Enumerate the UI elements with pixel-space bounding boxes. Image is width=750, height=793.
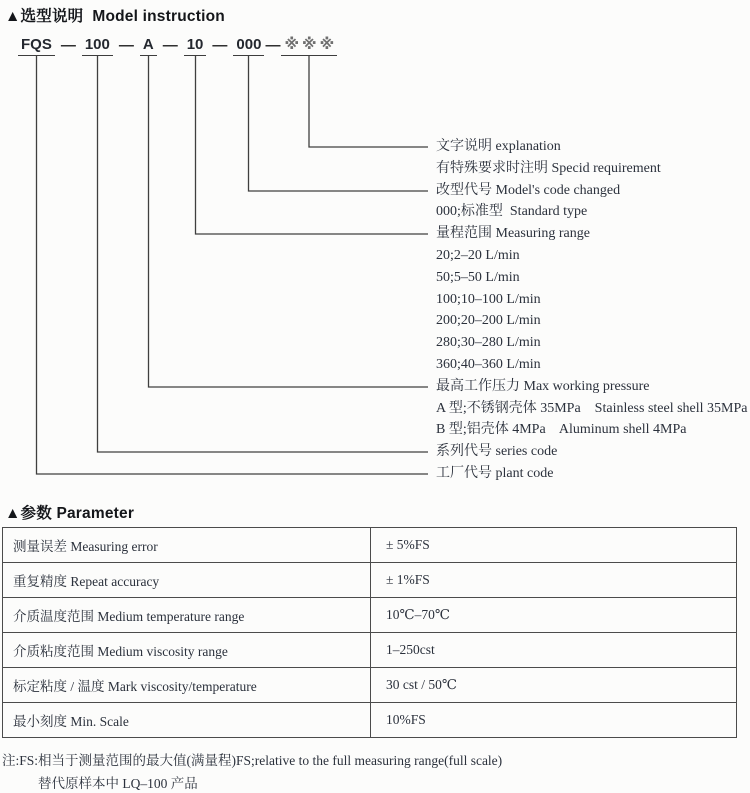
footnote-line: 注:FS:相当于测量范围的最大值(满量程)FS;relative to the full measuring range(full scale) bbox=[2, 753, 503, 768]
parameter-table-body bbox=[3, 528, 737, 738]
diagram-label: 工厂代号 plant code bbox=[436, 465, 554, 481]
parameter-row bbox=[3, 703, 737, 738]
connector-line bbox=[149, 55, 429, 387]
parameter-name-cell: 介质粘度范围 Medium viscosity range bbox=[3, 633, 371, 668]
connector-line bbox=[37, 55, 429, 474]
parameter-row bbox=[3, 598, 737, 633]
model-code-row bbox=[18, 35, 337, 56]
connector-line bbox=[249, 55, 429, 191]
model-code-segment: 000 bbox=[233, 36, 264, 56]
model-code-segment: A bbox=[140, 36, 157, 56]
footnotes bbox=[2, 749, 502, 793]
model-code-segment: FQS bbox=[18, 36, 55, 56]
parameter-name-cell: 标定粘度 / 温度 Mark viscosity/temperature bbox=[3, 668, 371, 703]
footnote-line: 替代原样本中 LQ–100 产品 bbox=[38, 776, 198, 791]
diagram-label: 系列代号 series code bbox=[436, 444, 558, 460]
model-code-segment: 100 bbox=[82, 36, 113, 56]
connector-line bbox=[98, 55, 429, 452]
parameter-value-cell: 10℃–70℃ bbox=[371, 598, 737, 633]
parameter-value-cell: ± 1%FS bbox=[371, 563, 737, 598]
diagram-labels bbox=[436, 136, 748, 485]
diagram-label: 量程范围 Measuring range bbox=[436, 226, 590, 242]
section-title-model-instruction: ▲选型说明 Model instruction bbox=[5, 8, 225, 25]
parameter-row bbox=[3, 528, 737, 563]
parameter-value-cell: 1–250cst bbox=[371, 633, 737, 668]
code-separator-dash: — bbox=[265, 37, 281, 54]
diagram-label: 280;30–280 L/min bbox=[436, 335, 541, 351]
parameter-row bbox=[3, 668, 737, 703]
diagram-label: 360;40–360 L/min bbox=[436, 356, 541, 372]
section-title-parameter: ▲参数 Parameter bbox=[5, 505, 135, 522]
parameter-name-cell: 测量误差 Measuring error bbox=[3, 528, 371, 563]
connector-line bbox=[196, 55, 429, 234]
diagram-label: 000;标准型 Standard type bbox=[436, 204, 588, 220]
parameter-table bbox=[2, 527, 737, 738]
parameter-name-cell: 介质温度范围 Medium temperature range bbox=[3, 598, 371, 633]
code-separator-dash: — bbox=[60, 37, 76, 54]
diagram-label: 文字说明 explanation bbox=[436, 139, 561, 154]
diagram-label: B 型;铝壳体 4MPa Aluminum shell 4MPa bbox=[436, 422, 687, 438]
parameter-value-cell: ± 5%FS bbox=[371, 528, 737, 563]
model-code-suffix: ※※※ bbox=[281, 35, 337, 56]
diagram-label: 20;2–20 L/min bbox=[436, 247, 520, 263]
parameter-name-cell: 最小刻度 Min. Scale bbox=[3, 703, 371, 738]
code-separator-dash: — bbox=[212, 37, 228, 54]
diagram-label: A 型;不锈钢壳体 35MPa Stainless steel shell 35MPa bbox=[436, 400, 748, 416]
parameter-row bbox=[3, 633, 737, 668]
parameter-name-cell: 重复精度 Repeat accuracy bbox=[3, 563, 371, 598]
diagram-label: 改型代号 Model's code changed bbox=[436, 182, 621, 198]
code-separator-dash: — bbox=[118, 37, 134, 54]
diagram-label: 100;10–100 L/min bbox=[436, 291, 541, 307]
parameter-value-cell: 10%FS bbox=[371, 703, 737, 738]
parameter-row bbox=[3, 563, 737, 598]
diagram-label: 最高工作压力 Max working pressure bbox=[436, 378, 650, 394]
diagram-label: 50;5–50 L/min bbox=[436, 269, 520, 285]
connector-line bbox=[309, 55, 428, 147]
diagram-label: 有特殊要求时注明 Specid requirement bbox=[436, 160, 661, 176]
diagram-label: 200;20–200 L/min bbox=[436, 313, 541, 329]
parameter-value-cell: 30 cst / 50℃ bbox=[371, 668, 737, 703]
code-separator-dash: — bbox=[162, 37, 178, 54]
model-code-segment: 10 bbox=[184, 36, 207, 56]
